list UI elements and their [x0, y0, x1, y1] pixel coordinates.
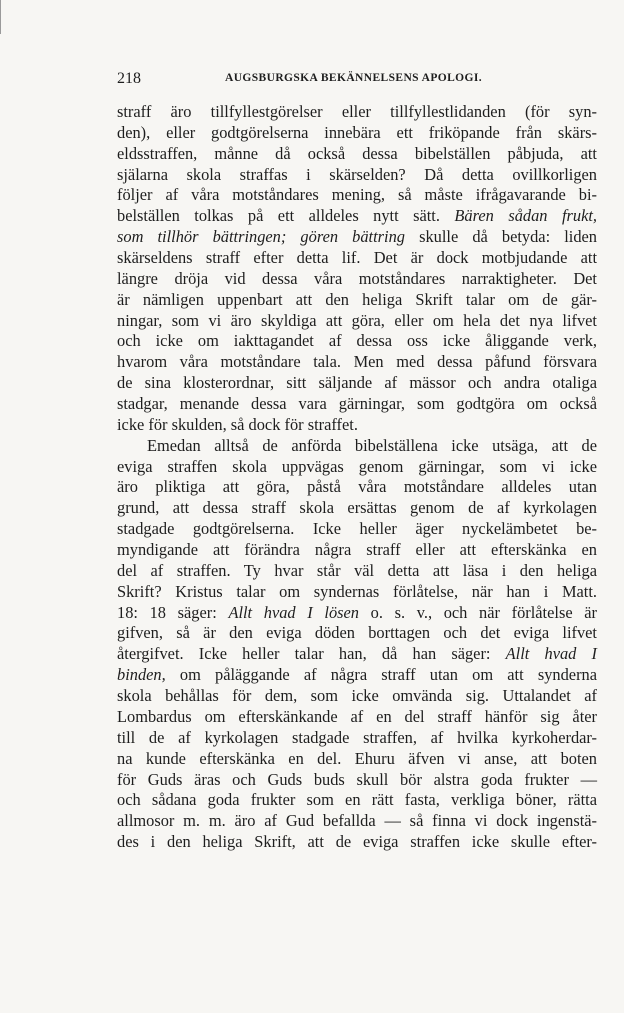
- text-line: eldsstraffen, månne då också dessa bibelställen påbjuda, att: [117, 143, 597, 163]
- text-line: är nämligen uppenbart att den heliga Skrift talar om de gär-: [117, 289, 597, 309]
- text-line: Skrift? Kristus talar om syndernas förlåtelse, när han i Matt.: [117, 581, 597, 601]
- text-line: hvarom våra motståndare tala. Men med dessa påfund försvara: [117, 352, 597, 372]
- text-line: binden, om påläggande af några straff utan om att synderna: [117, 665, 597, 685]
- text-line: stadgar, menande dessa vara gärningar, som godtgöra om också: [117, 394, 597, 414]
- text-line: följer af våra motståndares mening, så måste ifrågavarande bi-: [117, 185, 597, 205]
- page-number: 218: [117, 70, 141, 87]
- text-line: och sådana goda frukter som en rätt fasta, verkliga böner, rätta: [117, 790, 597, 810]
- paragraph-end-line: icke för skulden, så dock för straffet.: [117, 414, 358, 434]
- text-line: skärseldens straff efter detta lif. Det är dock motbjudande att: [117, 248, 597, 268]
- text-line: allmosor m. m. äro af Gud befallda — så finna vi dock ingenstä-: [117, 811, 597, 831]
- body-text: [117, 102, 597, 853]
- scan-edge-mark: [0, 0, 7, 34]
- text-line: gifven, så är den eviga döden borttagen och det eviga lifvet: [117, 623, 597, 643]
- text-line: för Guds äras och Guds buds skull bör alstra goda frukter —: [117, 769, 597, 789]
- text-line: och icke om iakttagandet af dessa oss icke åliggande verk,: [117, 331, 597, 351]
- text-line: skola behållas för dem, som icke omvända sig. Uttalandet af: [117, 686, 597, 706]
- text-line: na kunde efterskänka en del. Ehuru äfven vi anse, att boten: [117, 748, 597, 768]
- text-line: själarna skola straffas i skärselden? Då detta ovillkorligen: [117, 164, 597, 184]
- text-line: myndigande att förändra några straff eller att efterskänka en: [117, 540, 597, 560]
- text-line: Lombardus om efterskänkande af en del straff hänför sig åter: [117, 706, 597, 726]
- text-line: äro pliktiga att göra, påstå våra motståndare alldeles utan: [117, 477, 597, 497]
- text-line: stadgade godtgörelserna. Icke heller äger nyckelämbetet be-: [117, 519, 597, 539]
- text-line: des i den heliga Skrift, att de eviga straffen icke skulle efter-: [117, 832, 597, 852]
- text-line: ningar, som vi äro skyldiga att göra, eller om hela det nya lifvet: [117, 310, 597, 330]
- text-line: 18: 18 säger: Allt hvad I lösen o. s. v., och när förlåtelse är: [117, 602, 597, 622]
- running-title: AUGSBURGSKA BEKÄNNELSENS APOLOGI.: [225, 72, 482, 84]
- text-line: återgifvet. Icke heller talar han, då han säger: Allt hvad I: [117, 644, 597, 664]
- text-line: de sina klosterordnar, sitt säljande af mässor och andra otaliga: [117, 373, 597, 393]
- text-line: till de af kyrkolagen stadgade straffen, af hvilka kyrkoherdar-: [117, 727, 597, 747]
- text-line: straff äro tillfyllestgörelser eller tillfyllestlidanden (för syn-: [117, 102, 597, 121]
- text-line: del af straffen. Ty hvar står väl detta att läsa i den heliga: [117, 560, 597, 580]
- text-line: längre dröja vid dessa våra motståndares narraktigheter. Det: [117, 268, 597, 288]
- text-line: eviga straffen skola uppvägas genom gärningar, som vi icke: [117, 456, 597, 476]
- text-line: som tillhör bättringen; gören bättring skulle då betyda: liden: [117, 227, 597, 247]
- text-line: den), eller godtgörelserna innebära ett friköpande från skärs-: [117, 122, 597, 142]
- text-line: grund, att dessa straff skola ersättas genom de af kyrkolagen: [117, 498, 597, 518]
- page-header: [117, 70, 597, 92]
- text-line: belställen tolkas på ett alldeles nytt sätt. Bären sådan frukt,: [117, 206, 597, 226]
- paragraph-start-line: Emedan alltså de anförda bibelställena icke utsäga, att de: [147, 435, 597, 455]
